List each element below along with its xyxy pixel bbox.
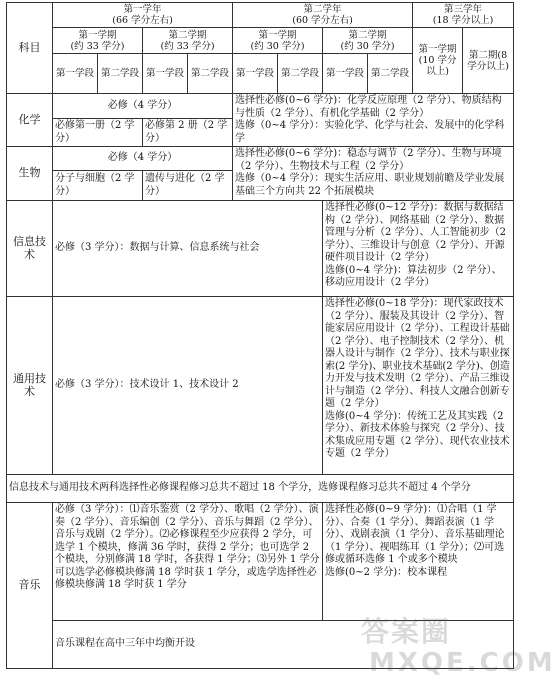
it-electives: 选择性必修(0~12 学分)：数据与数据结构（2 学分）、网络基础（2 学分）、数据管理与分析（2 学分）、人工智能初步（2 学分）、三维设计与创意（2 学分）、开源硬件项目设计（2 学分） 选修(0~4 学分)：算法初步（2 学分）、移动应用设计（2 学分） bbox=[323, 201, 514, 297]
gt-electives: 选择性必修(0~18 学分)：现代家政技术（2 学分）、服装及其设计（2 学分）、智能家居应用设计（2 学分）、工程设计基础（2 学分）、电子控制技术（2 学分）、机器人设计与制作（2 学分）、技术与职业探索(2 学分)、职业技术基础(2 学分)、创造力开发与技术发明（2 学分）、产品三维设计与制造（2 学分）、科技人文融合创新专题（2 学分） 选修(0~4 学分)：传统工艺及其实践（2 学分）、新技术体验与探究（2 学分）、技术集成应用专题（2 学分）、现代农业技术专题（2 学分） bbox=[323, 297, 514, 475]
subject-biology: 生物 bbox=[7, 147, 53, 201]
chem-electives: 选择性必修(0~6 学分)：化学反应原理（2 学分）、物质结构与性质（2 学分）、有机化学基础（2 学分） 选修（0~4 学分）：实验化学、化学与社会、发展中的化学科学 bbox=[233, 94, 514, 147]
tech-credit-note: 信息技术与通用技术两科选择性必修课程修习总共不超过 18 个学分，选修课程修习总共不超过 4 个学分 bbox=[7, 475, 514, 503]
subject-chemistry: 化学 bbox=[7, 94, 53, 147]
header-year3: 第三学年 (18 学分以上) bbox=[413, 3, 514, 28]
header-stage: 第一学段 bbox=[323, 54, 368, 94]
chem-required: 必修（4 学分） bbox=[53, 94, 233, 119]
music-electives: 选择性必修(0~9 学分)：⑴合唱（1 学分）、合奏（1 学分）、舞蹈表演（1 学分）、戏剧表演（1 学分）、音乐基础理论（1 学分）、视唱练耳（1 学分）；⑵可选修或循环选修 1 个或多个模块 选修(0~2 学分)：校本课程 bbox=[323, 503, 514, 621]
header-stage: 第二学段 bbox=[278, 54, 323, 94]
header-y1-s2: 第二学期 (约 33 学分) bbox=[143, 28, 233, 54]
bio-required-1: 分子与细胞（2 学分） bbox=[53, 171, 143, 201]
chem-required-1: 必修第一册（2 学分） bbox=[53, 119, 143, 147]
header-stage: 第一学段 bbox=[143, 54, 188, 94]
header-stage: 第一学段 bbox=[53, 54, 98, 94]
header-y1-s1: 第一学期 (约 33 学分) bbox=[53, 28, 143, 54]
header-year2: 第二学年 (60 学分左右) bbox=[233, 3, 413, 28]
header-stage: 第二学段 bbox=[188, 54, 233, 94]
header-subject: 科目 bbox=[7, 3, 53, 94]
music-required: 必修（3 学分）：⑴音乐鉴赏（2 学分）、歌唱（2 学分）、演奏（2 学分）、音乐编创（2 学分）、音乐与舞蹈（2 学分）、音乐与戏剧（2 学分）。⑵必修课程至少应获得 2 学分，可选学 1 个模块，修满 36 学时，获得 2 学分；也可选学 2 个模块，分别修满 18 学时，各获得 1 学分；⑶另外 1 学分可以选学必修模块修满 18 学时获 1 学分，或选学选择性必修模块修满 18 学时获 1 学分 bbox=[53, 503, 323, 621]
bio-electives: 选择性必修(0~6 学分)：稳态与调节（2 学分）、生物与环境（2 学分）、生物技术与工程（2 学分） 选修（0~4 学分）：现实生活应用、职业规划前瞻及学业发展基础三个方向共 22 个拓展模块 bbox=[233, 147, 514, 201]
header-y2-s1: 第一学期 (约 30 学分) bbox=[233, 28, 323, 54]
header-stage: 第二学段 bbox=[98, 54, 143, 94]
header-y3-s1: 第一学期(10 学分以上) bbox=[413, 28, 463, 94]
subject-info-tech: 信息技术 bbox=[7, 201, 53, 297]
bio-required-2: 遗传与进化（2 学分） bbox=[143, 171, 233, 201]
header-y3-s2: 第二期(8 学分以上) bbox=[463, 28, 514, 94]
curriculum-table bbox=[6, 2, 514, 669]
bio-required: 必修（4 学分） bbox=[53, 147, 233, 171]
music-footer: 音乐课程在高中三年中均衡开设 bbox=[53, 621, 514, 669]
it-required: 必修（3 学分）：数据与计算、信息系统与社会 bbox=[53, 201, 323, 297]
watermark-logo: 答案圈 MXQE.COM bbox=[361, 615, 556, 678]
chem-required-2: 必修第 2 册（2 学分） bbox=[143, 119, 233, 147]
gt-required: 必修（3 学分）：技术设计 1、技术设计 2 bbox=[53, 297, 323, 475]
header-stage: 第二学段 bbox=[368, 54, 413, 94]
subject-music: 音乐 bbox=[7, 503, 53, 669]
header-year1: 第一学年 (66 学分左右) bbox=[53, 3, 233, 28]
subject-general-tech: 通用技术 bbox=[7, 297, 53, 475]
header-y2-s2: 第二学期 (约 30 学分) bbox=[323, 28, 413, 54]
header-stage: 第一学段 bbox=[233, 54, 278, 94]
